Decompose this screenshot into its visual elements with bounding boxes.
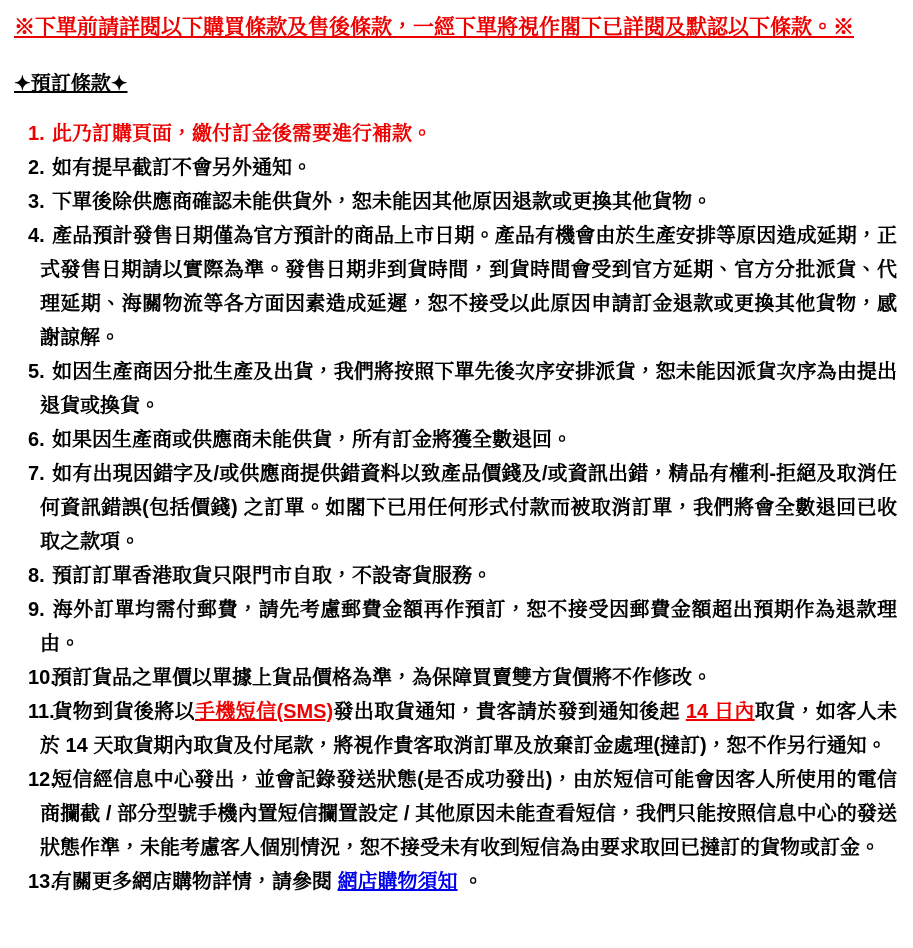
term-item-8 [14,559,897,593]
shop-guide-link[interactable]: 網店購物須知 [337,871,458,893]
term-number: 3. [28,191,45,213]
pickup-deadline-highlight: 14 日內 [685,701,755,723]
term-number: 1. [28,123,45,145]
term-number: 4. [28,225,45,247]
term-number: 10. [28,667,56,689]
term-number: 7. [28,463,45,485]
term-text: 如因生產商因分批生產及出貨，我們將按照下單先後次序安排派貨，恕未能因派貨次序為由提出退貨或換貨。 [40,361,897,417]
term-text: 如果因生產商或供應商未能供貨，所有訂金將獲全數退回。 [52,429,572,451]
term-text: 有關更多網店購物詳情，請參閱 [52,871,338,893]
term-text: 發出取貨通知，貴客請於發到通知後起 [333,701,686,723]
term-number: 5. [28,361,45,383]
term-text: 下單後除供應商確認未能供貨外，恕未能因其他原因退款或更換其他貨物。 [52,191,712,213]
term-text: 貨物到貨後將以 [52,701,195,723]
term-text: 取貨，如客人未於 14 天取貨期內取貨及付尾款，將視作貴客取消訂單及放棄訂金處理(撻訂)，恕不作另行通知。 [40,701,898,757]
term-item-10 [14,661,897,695]
term-number: 13. [28,871,56,893]
sms-highlight: 手機短信(SMS) [195,701,334,723]
term-text: 此乃訂購頁面，繳付訂金後需要進行補款。 [52,123,432,145]
term-item-9 [14,593,897,661]
term-item-7 [14,457,897,559]
term-number: 6. [28,429,45,451]
term-item-5 [14,355,897,423]
term-number: 9. [28,599,45,621]
term-text: 如有出現因錯字及/或供應商提供錯資料以致產品價錢及/或資訊出錯，精品有權利-拒絕及取消任何資訊錯誤(包括價錢) 之訂單。如閣下已用任何形式付款而被取消訂單，我們將會全數退回已收取之款項。 [40,463,897,553]
terms-list [14,117,897,899]
term-item-11 [14,695,897,763]
term-item-12 [14,763,897,865]
term-number: 2. [28,157,45,179]
section-title-wrap [14,67,897,96]
term-text: 海外訂單均需付郵費，請先考慮郵費金額再作預訂，恕不接受因郵費金額超出預期作為退款理由。 [40,599,897,655]
pre-order-notice: ※下單前請詳閱以下購買條款及售後條款，一經下單將視作閣下已詳閱及默認以下條款。※ [14,16,854,39]
term-item-3 [14,185,897,219]
term-number: 11. [28,701,55,723]
term-text: 產品預計發售日期僅為官方預計的商品上市日期。產品有機會由於生產安排等原因造成延期，正式發售日期請以實際為準。發售日期非到貨時間，到貨時間會受到官方延期、官方分批派貨、代理延期、海關物流等各方面因素造成延遲，恕不接受以此原因申請訂金退款或更換其他貨物，感謝諒解。 [40,225,897,349]
term-text: 預訂訂單香港取貨只限門市自取，不設寄貨服務。 [52,565,492,587]
term-text: 如有提早截訂不會另外通知。 [52,157,312,179]
term-item-6 [14,423,897,457]
term-item-13 [14,865,897,899]
section-title: ✦預訂條款✦ [14,73,128,95]
term-item-4 [14,219,897,355]
term-item-1 [14,117,897,151]
term-text: 。 [457,871,484,893]
term-text: 短信經信息中心發出，並會記錄發送狀態(是否成功發出)，由於短信可能會因客人所使用的電信商攔截 / 部分型號手機內置短信攔置設定 / 其他原因未能查看短信，我們只能按照信息中心的發送狀態作準，未能考慮客人個別情況，恕不接受未有收到短信為由要求取回已撻訂的貨物或訂金。 [40,769,897,859]
term-number: 12. [28,769,56,791]
term-item-2 [14,151,897,185]
term-number: 8. [28,565,45,587]
term-text: 預訂貨品之單價以單據上貨品價格為準，為保障買賣雙方貨價將不作修改。 [52,667,712,689]
